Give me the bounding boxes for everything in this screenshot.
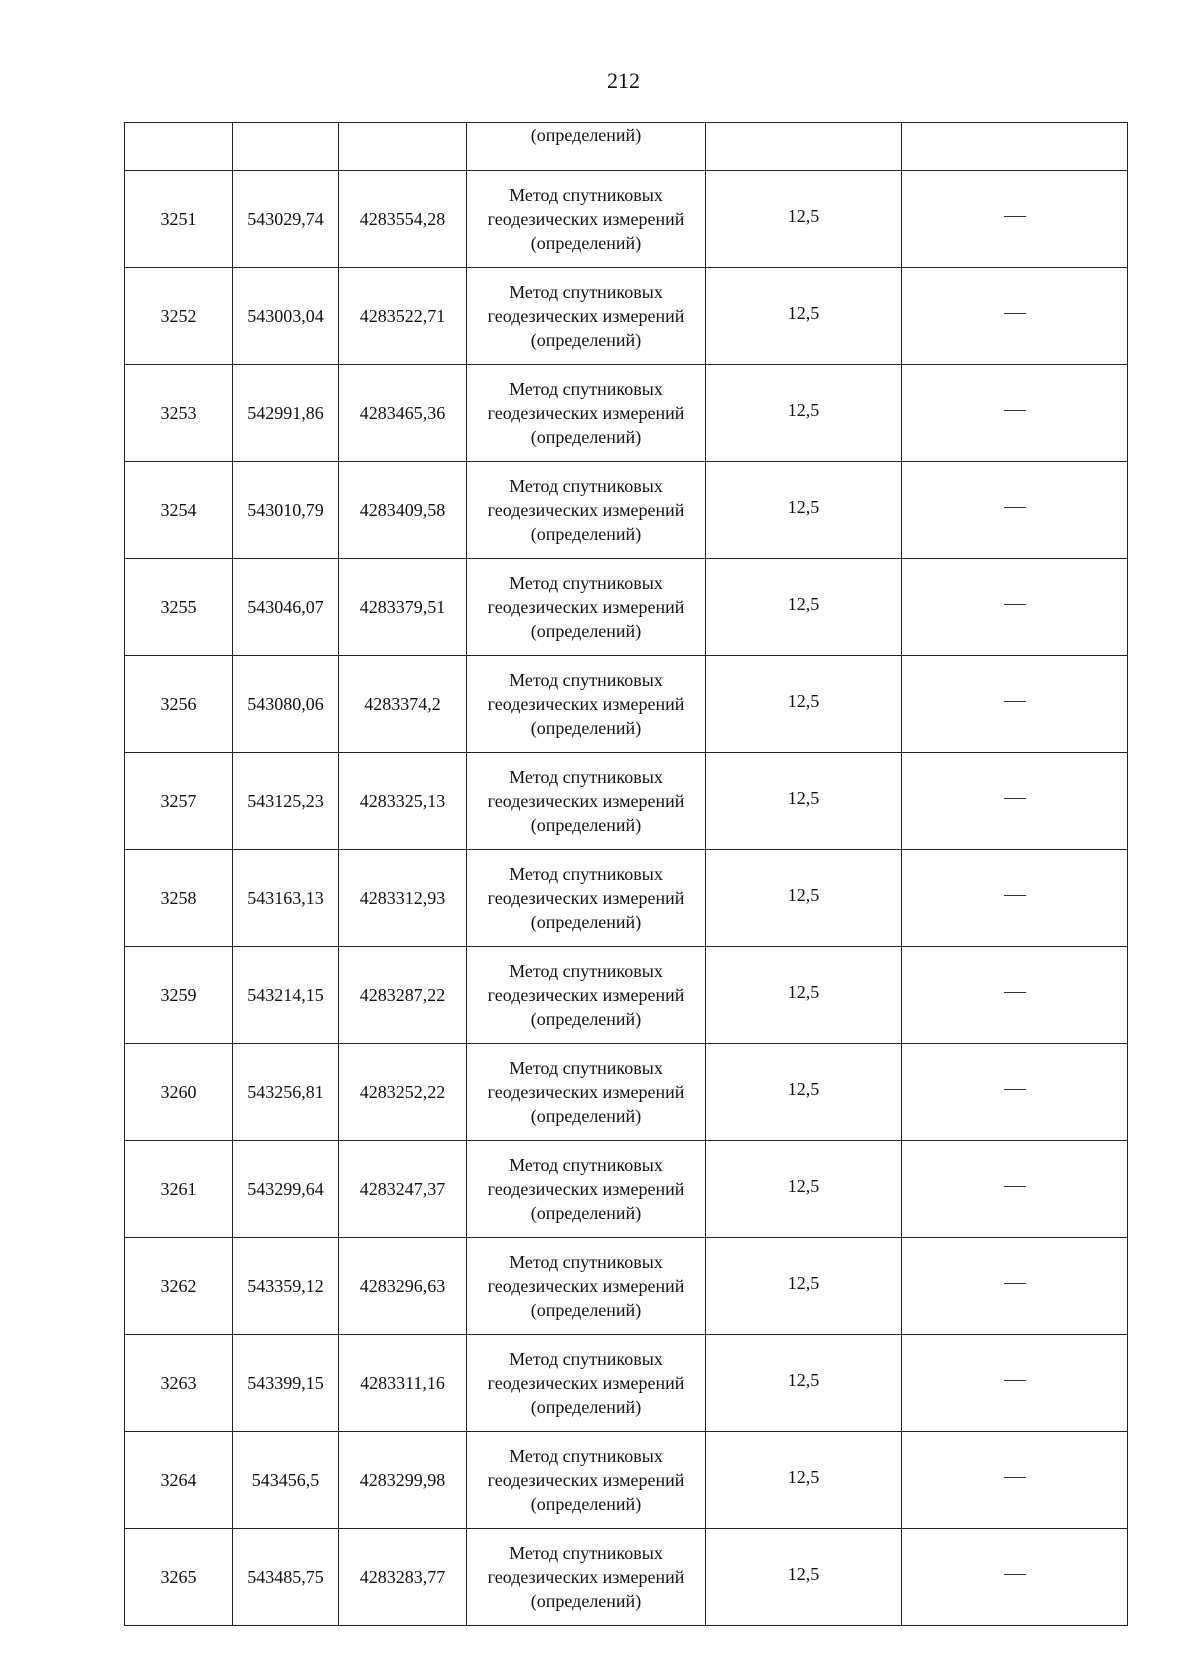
cell-method <box>467 268 706 365</box>
table-row <box>125 171 1128 268</box>
dash-mark <box>1004 1089 1026 1090</box>
table-row <box>125 753 1128 850</box>
cell-note <box>902 1335 1128 1432</box>
cell-point: 3261 <box>125 1141 233 1238</box>
cell-accuracy: 12,5 <box>706 1238 902 1335</box>
cell-y: 4283374,2 <box>339 656 467 753</box>
method-line: Метод спутниковых <box>509 379 663 399</box>
cell-method <box>467 1335 706 1432</box>
cell-note <box>902 1529 1128 1626</box>
table-row <box>125 1044 1128 1141</box>
method-line: Метод спутниковых <box>509 476 663 496</box>
table-body <box>125 123 1128 1626</box>
cell-method <box>467 1432 706 1529</box>
table-row <box>125 1335 1128 1432</box>
cell-accuracy: 12,5 <box>706 462 902 559</box>
cell-point: 3260 <box>125 1044 233 1141</box>
method-line: Метод спутниковых <box>509 864 663 884</box>
dash-mark <box>1004 992 1026 993</box>
cell-x: 543125,23 <box>233 753 339 850</box>
cell-y: 4283311,16 <box>339 1335 467 1432</box>
method-line: (определений) <box>530 1300 642 1320</box>
cell-note <box>902 656 1128 753</box>
method-line: (определений) <box>530 621 642 641</box>
table-row <box>125 1432 1128 1529</box>
cell-y: 4283312,93 <box>339 850 467 947</box>
method-line: (определений) <box>530 815 642 835</box>
cell-x: 543163,13 <box>233 850 339 947</box>
cell-x: 543456,5 <box>233 1432 339 1529</box>
cell-method <box>467 171 706 268</box>
cell-point: 3251 <box>125 171 233 268</box>
cell-point: 3257 <box>125 753 233 850</box>
cell-note <box>902 123 1128 171</box>
dash-mark <box>1004 216 1026 217</box>
cell-accuracy <box>706 123 902 171</box>
cell-point: 3264 <box>125 1432 233 1529</box>
cell-note <box>902 559 1128 656</box>
dash-mark <box>1004 507 1026 508</box>
cell-point: 3263 <box>125 1335 233 1432</box>
dash-mark <box>1004 410 1026 411</box>
cell-point: 3254 <box>125 462 233 559</box>
cell-y: 4283296,63 <box>339 1238 467 1335</box>
dash-mark <box>1004 1380 1026 1381</box>
coordinates-table <box>124 122 1128 1626</box>
cell-point: 3255 <box>125 559 233 656</box>
method-line: Метод спутниковых <box>509 1543 663 1563</box>
method-line: Метод спутниковых <box>509 1058 663 1078</box>
cell-method <box>467 1529 706 1626</box>
cell-note <box>902 753 1128 850</box>
cell-y <box>339 123 467 171</box>
method-line: Метод спутниковых <box>509 1252 663 1272</box>
table-row <box>125 365 1128 462</box>
cell-x: 543029,74 <box>233 171 339 268</box>
cell-accuracy: 12,5 <box>706 1529 902 1626</box>
cell-y: 4283379,51 <box>339 559 467 656</box>
method-line: (определений) <box>530 912 642 932</box>
dash-mark <box>1004 1283 1026 1284</box>
method-line: геодезических измерений <box>487 597 685 617</box>
cell-x: 543046,07 <box>233 559 339 656</box>
cell-note <box>902 1432 1128 1529</box>
method-line: Метод спутниковых <box>509 961 663 981</box>
cell-accuracy: 12,5 <box>706 1044 902 1141</box>
method-line: геодезических измерений <box>487 791 685 811</box>
method-line: Метод спутниковых <box>509 1155 663 1175</box>
cell-x: 542991,86 <box>233 365 339 462</box>
cell-method <box>467 656 706 753</box>
cell-method <box>467 559 706 656</box>
cell-x: 543359,12 <box>233 1238 339 1335</box>
cell-accuracy: 12,5 <box>706 559 902 656</box>
method-line: (определений) <box>530 233 642 253</box>
cell-x: 543003,04 <box>233 268 339 365</box>
method-line: (определений) <box>530 718 642 738</box>
cell-y: 4283325,13 <box>339 753 467 850</box>
cell-method <box>467 1141 706 1238</box>
cell-point <box>125 123 233 171</box>
method-line: Метод спутниковых <box>509 282 663 302</box>
cell-accuracy: 12,5 <box>706 1141 902 1238</box>
method-line: геодезических измерений <box>487 1082 685 1102</box>
method-line: Метод спутниковых <box>509 573 663 593</box>
cell-point: 3258 <box>125 850 233 947</box>
cell-point: 3259 <box>125 947 233 1044</box>
dash-mark <box>1004 604 1026 605</box>
method-line: Метод спутниковых <box>509 767 663 787</box>
table-row <box>125 850 1128 947</box>
cell-y: 4283299,98 <box>339 1432 467 1529</box>
method-line: (определений) <box>530 1106 642 1126</box>
cell-note <box>902 1141 1128 1238</box>
dash-mark <box>1004 798 1026 799</box>
method-line: геодезических измерений <box>487 306 685 326</box>
cell-y: 4283283,77 <box>339 1529 467 1626</box>
cell-method <box>467 1044 706 1141</box>
cell-x: 543010,79 <box>233 462 339 559</box>
cell-x: 543299,64 <box>233 1141 339 1238</box>
cell-accuracy: 12,5 <box>706 753 902 850</box>
cell-note <box>902 1044 1128 1141</box>
method-line: геодезических измерений <box>487 403 685 423</box>
method-line: (определений) <box>530 1009 642 1029</box>
dash-mark <box>1004 1186 1026 1187</box>
cell-x: 543256,81 <box>233 1044 339 1141</box>
table-row <box>125 268 1128 365</box>
cell-note <box>902 947 1128 1044</box>
table-row <box>125 462 1128 559</box>
cell-method <box>467 462 706 559</box>
cell-method <box>467 1238 706 1335</box>
method-line: геодезических измерений <box>487 1179 685 1199</box>
dash-mark <box>1004 1574 1026 1575</box>
method-line: геодезических измерений <box>487 1567 685 1587</box>
method-line: (определений) <box>530 1203 642 1223</box>
cell-method <box>467 123 706 171</box>
cell-point: 3252 <box>125 268 233 365</box>
method-line: (определений) <box>530 524 642 544</box>
cell-y: 4283554,28 <box>339 171 467 268</box>
method-line: (определений) <box>530 1591 642 1611</box>
cell-accuracy: 12,5 <box>706 365 902 462</box>
method-line: Метод спутниковых <box>509 1349 663 1369</box>
method-line: Метод спутниковых <box>509 670 663 690</box>
method-line: геодезических измерений <box>487 209 685 229</box>
cell-y: 4283247,37 <box>339 1141 467 1238</box>
cell-y: 4283522,71 <box>339 268 467 365</box>
continuation-row <box>125 123 1128 171</box>
cell-accuracy: 12,5 <box>706 947 902 1044</box>
cell-x: 543214,15 <box>233 947 339 1044</box>
dash-mark <box>1004 895 1026 896</box>
cell-method <box>467 365 706 462</box>
cell-method <box>467 753 706 850</box>
method-line: геодезических измерений <box>487 888 685 908</box>
cell-note <box>902 268 1128 365</box>
cell-accuracy: 12,5 <box>706 268 902 365</box>
method-line: геодезических измерений <box>487 985 685 1005</box>
cell-note <box>902 462 1128 559</box>
method-line: геодезических измерений <box>487 694 685 714</box>
table-row <box>125 947 1128 1044</box>
dash-mark <box>1004 1477 1026 1478</box>
cell-x <box>233 123 339 171</box>
method-line: геодезических измерений <box>487 1276 685 1296</box>
cell-point: 3256 <box>125 656 233 753</box>
method-line: (определений) <box>530 1494 642 1514</box>
dash-mark <box>1004 701 1026 702</box>
cell-accuracy: 12,5 <box>706 850 902 947</box>
method-line: геодезических измерений <box>487 1470 685 1490</box>
method-line: (определений) <box>530 330 642 350</box>
table-row <box>125 1141 1128 1238</box>
page-number: 212 <box>607 68 640 93</box>
cell-accuracy: 12,5 <box>706 656 902 753</box>
method-line: (определений) <box>530 1397 642 1417</box>
cell-y: 4283465,36 <box>339 365 467 462</box>
cell-method <box>467 850 706 947</box>
cell-accuracy: 12,5 <box>706 1432 902 1529</box>
method-line: геодезических измерений <box>487 500 685 520</box>
method-line: геодезических измерений <box>487 1373 685 1393</box>
cell-accuracy: 12,5 <box>706 171 902 268</box>
table-row <box>125 1529 1128 1626</box>
table-row <box>125 1238 1128 1335</box>
table-row <box>125 656 1128 753</box>
cell-note <box>902 1238 1128 1335</box>
method-tail: (определений) <box>530 125 642 145</box>
cell-accuracy: 12,5 <box>706 1335 902 1432</box>
cell-y: 4283252,22 <box>339 1044 467 1141</box>
cell-y: 4283409,58 <box>339 462 467 559</box>
cell-note <box>902 365 1128 462</box>
cell-note <box>902 850 1128 947</box>
cell-x: 543485,75 <box>233 1529 339 1626</box>
method-line: (определений) <box>530 427 642 447</box>
dash-mark <box>1004 313 1026 314</box>
cell-x: 543080,06 <box>233 656 339 753</box>
table-row <box>125 559 1128 656</box>
cell-note <box>902 171 1128 268</box>
cell-point: 3262 <box>125 1238 233 1335</box>
cell-x: 543399,15 <box>233 1335 339 1432</box>
cell-method <box>467 947 706 1044</box>
method-line: Метод спутниковых <box>509 1446 663 1466</box>
cell-point: 3265 <box>125 1529 233 1626</box>
method-line: Метод спутниковых <box>509 185 663 205</box>
cell-y: 4283287,22 <box>339 947 467 1044</box>
cell-point: 3253 <box>125 365 233 462</box>
